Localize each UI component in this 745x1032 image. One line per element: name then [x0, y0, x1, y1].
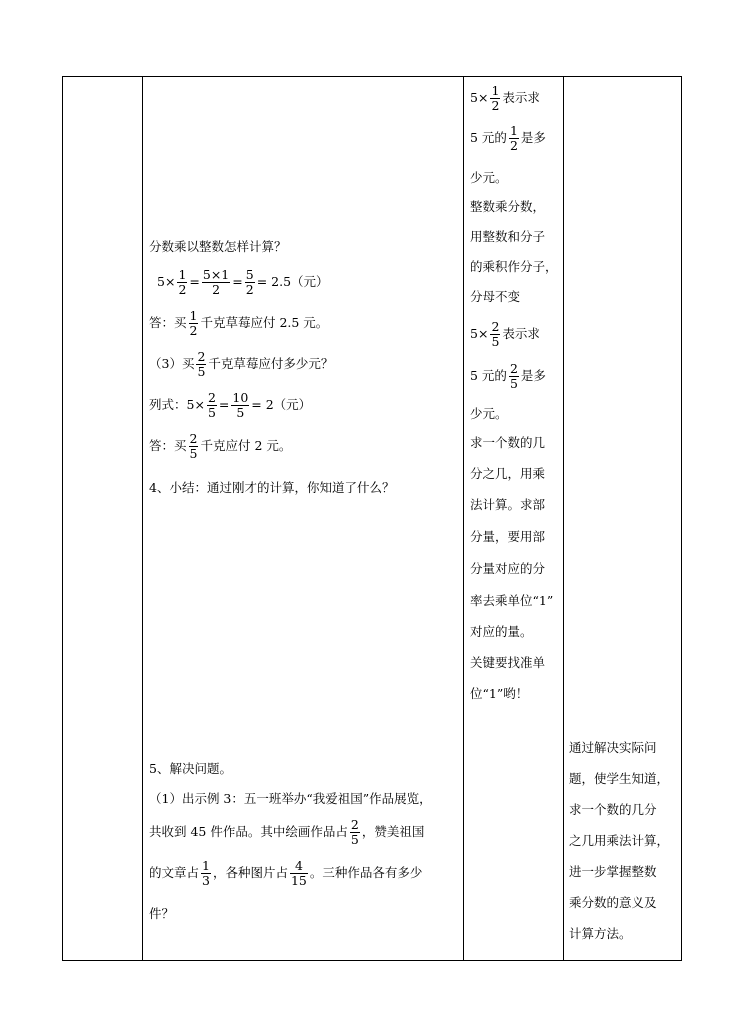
note-key: 位“1”哟！ — [470, 686, 529, 701]
fraction: $\frac{2}{5}$ — [491, 319, 500, 349]
intent-line: 计算方法。 — [569, 926, 632, 941]
fraction: $\frac{1}{2}$ — [509, 123, 518, 153]
table-bottom-border — [62, 960, 682, 961]
intent-line: 进一步掌握整数 — [569, 864, 657, 879]
fraction: $\frac{2}{5}$ — [197, 349, 206, 379]
table-divider-1 — [142, 76, 143, 960]
fraction: $\frac{1}{2}$ — [189, 308, 198, 338]
note-find: 分量对应的分 — [470, 561, 546, 576]
note-find: 对应的量。 — [470, 624, 533, 639]
note-5-times-two-fifths: 5× $\frac{2}{5}$ 表示求 — [470, 319, 540, 349]
note-find: 分之几，用乘 — [470, 466, 546, 481]
answer-half-kg: 答：买 $\frac{1}{2}$ 千克草莓应付 2.5 元。 — [149, 308, 329, 338]
solve-problem-title: 5、解决问题。 — [149, 761, 232, 776]
example-3-line-3: 的文章占 $\frac{1}{3}$ ，各种图片占 $\frac{4}{15}$ 。三种作品各有多少 — [149, 858, 423, 888]
intent-line: 之几用乘法计算， — [569, 833, 670, 848]
note-find: 率去乘单位“1” — [470, 593, 554, 608]
table-divider-2 — [463, 76, 464, 960]
equation-5-times-half — [157, 268, 329, 297]
fraction: $\frac{1}{2}$ — [178, 267, 187, 297]
fraction: $\frac{10}{5}$ — [232, 390, 249, 420]
answer-two-fifths-kg: 答：买 $\frac{2}{5}$ 千克应付 2 元。 — [149, 431, 292, 461]
eq-text: 5× — [157, 274, 176, 289]
summary-prompt: 4、小结：通过刚才的计算，你知道了什么？ — [149, 480, 395, 495]
question-3: （3）买 $\frac{2}{5}$ 千克草莓应付多少元？ — [149, 349, 334, 379]
fraction: $\frac{5\times 1}{2}$ — [202, 267, 230, 297]
note-find: 分量，要用部 — [470, 529, 546, 544]
example-3-line-4: 件？ — [149, 906, 175, 921]
eq-text: = — [189, 274, 200, 289]
fraction: $\frac{2}{5}$ — [350, 817, 359, 847]
note-5-yuan-half: 5 元的 $\frac{1}{2}$ 是多 — [470, 123, 546, 153]
fraction: $\frac{1}{2}$ — [491, 83, 500, 113]
note-find: 求一个数的几 — [470, 435, 546, 450]
note-rule: 用整数和分子 — [470, 229, 546, 244]
table-border-left — [62, 76, 63, 960]
eq-text: = — [232, 274, 243, 289]
table-divider-3 — [563, 76, 564, 960]
intent-line: 求一个数的几分 — [569, 802, 657, 817]
eq-text: = 2.5（元） — [256, 274, 329, 289]
equation-5-times-two-fifths: 列式：5× $\frac{2}{5}$ = $\frac{10}{5}$ = 2（元） — [149, 390, 312, 420]
note-rule: 的乘积作分子， — [470, 259, 558, 274]
fraction: $\frac{2}{5}$ — [509, 361, 518, 391]
note-find: 法计算。求部 — [470, 497, 546, 512]
note-5-yuan-two-fifths: 5 元的 $\frac{2}{5}$ 是多 — [470, 361, 546, 391]
note-rule: 整数乘分数， — [470, 199, 546, 214]
example-3-line-2: 共收到 45 件作品。其中绘画作品占 $\frac{2}{5}$ ，赞美祖国 — [149, 817, 425, 847]
note-5-times-half: 5× $\frac{1}{2}$ 表示求 — [470, 83, 540, 113]
fraction: $\frac{2}{5}$ — [207, 390, 216, 420]
note-text: 少元。 — [470, 406, 508, 421]
intent-line: 通过解决实际问 — [569, 740, 657, 755]
intent-line: 乘分数的意义及 — [569, 895, 657, 910]
note-key: 关键要找准单 — [470, 655, 546, 670]
question-how-to-multiply: 分数乘以整数怎样计算？ — [149, 239, 287, 254]
fraction: $\frac{4}{15}$ — [290, 858, 307, 888]
fraction: $\frac{2}{5}$ — [189, 431, 198, 461]
note-text: 少元。 — [470, 170, 508, 185]
intent-line: 题，使学生知道， — [569, 771, 670, 786]
table-top-border — [62, 76, 682, 77]
fraction: $\frac{1}{3}$ — [202, 858, 210, 888]
fraction: $\frac{5}{2}$ — [245, 267, 254, 297]
example-3-line-1: （1）出示例 3：五一班举办“我爱祖国”作品展览， — [149, 791, 432, 806]
note-rule: 分母不变 — [470, 289, 521, 304]
table-border-right — [681, 76, 682, 960]
